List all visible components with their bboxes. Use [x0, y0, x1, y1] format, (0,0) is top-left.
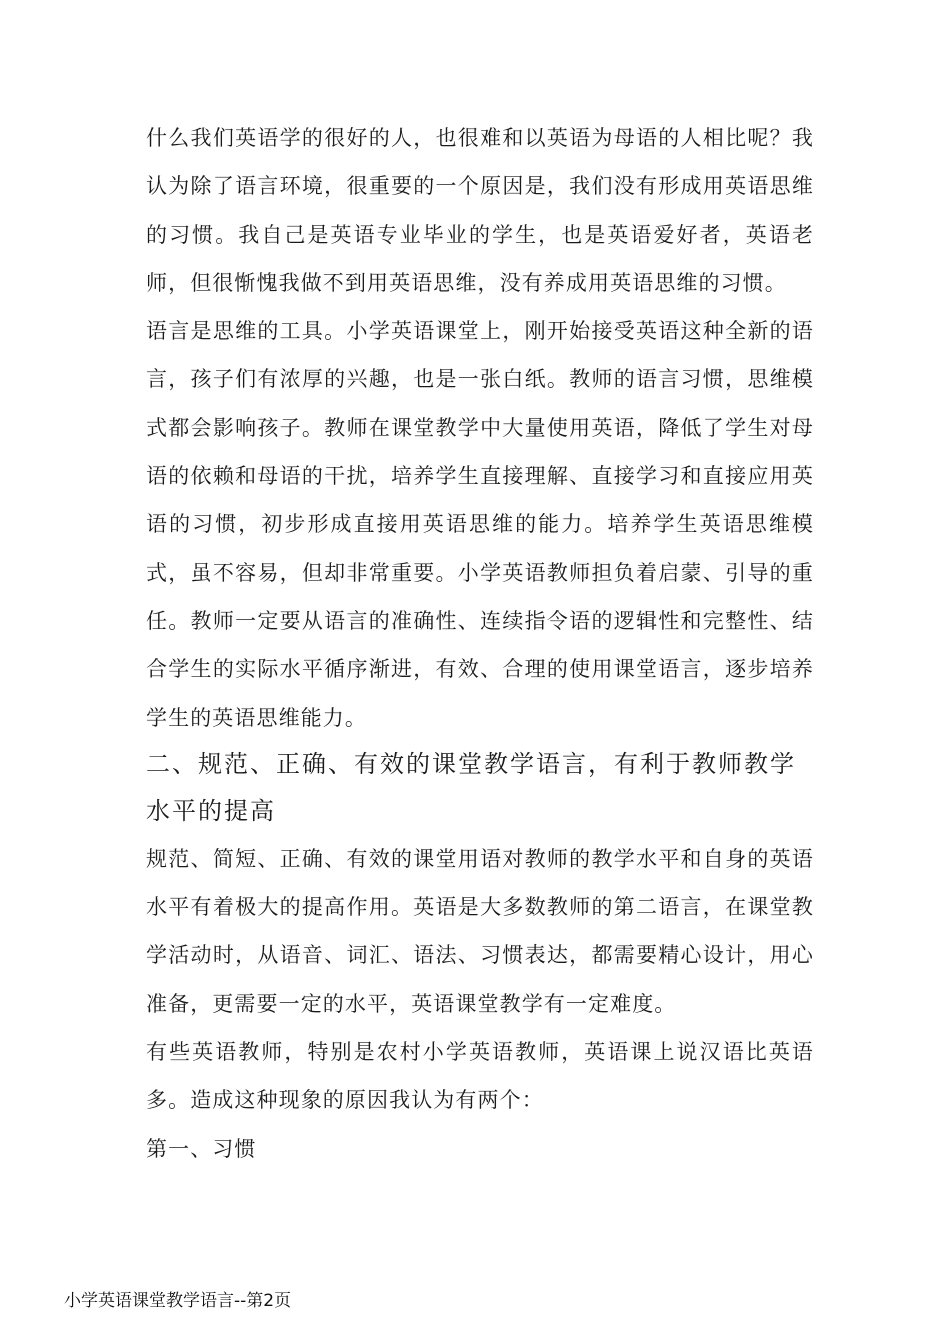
paragraph-5: 第一、习惯	[146, 1136, 257, 1161]
section-heading: 二、规范、正确、有效的课堂教学语言，有利于教师教学水平的提高	[146, 749, 796, 825]
page-footer: 小学英语课堂教学语言--第2页	[64, 1291, 292, 1311]
paragraph-2: 语言是思维的工具。小学英语课堂上，刚开始接受英语这种全新的语言，孩子们有浓厚的兴趣，也是一张白纸。教师的语言习惯，思维模式都会影响孩子。教师在课堂教学中大量使用英语，降低了学生对母语的依赖和母语的干扰，培养学生直接理解、直接学习和直接应用英语的习惯，初步形成直接用英语思维的能力。培养学生英语思维模式，虽不容易，但却非常重要。小学英语教师担负着启蒙、引导的重任。教师一定要从语言的准确性、连续指令语的逻辑性和完整性、结合学生的实际水平循序渐进，有效、合理的使用课堂语言，逐步培养学生的英语思维能力。	[146, 319, 814, 730]
paragraph-3: 规范、简短、正确、有效的课堂用语对教师的教学水平和自身的英语水平有着极大的提高作用。英语是大多数教师的第二语言，在课堂教学活动时，从语音、词汇、语法、习惯表达，都需要精心设计，用心准备，更需要一定的水平，英语课堂教学有一定难度。	[146, 846, 814, 1016]
document-body	[146, 114, 814, 1173]
paragraph-4: 有些英语教师，特别是农村小学英语教师，英语课上说汉语比英语多。造成这种现象的原因我认为有两个：	[146, 1040, 814, 1113]
paragraph-1: 什么我们英语学的很好的人，也很难和以英语为母语的人相比呢？我认为除了语言环境，很重要的一个原因是，我们没有形成用英语思维的习惯。我自己是英语专业毕业的学生，也是英语爱好者，英语老师，但很惭愧我做不到用英语思维，没有养成用英语思维的习惯。	[146, 126, 814, 295]
